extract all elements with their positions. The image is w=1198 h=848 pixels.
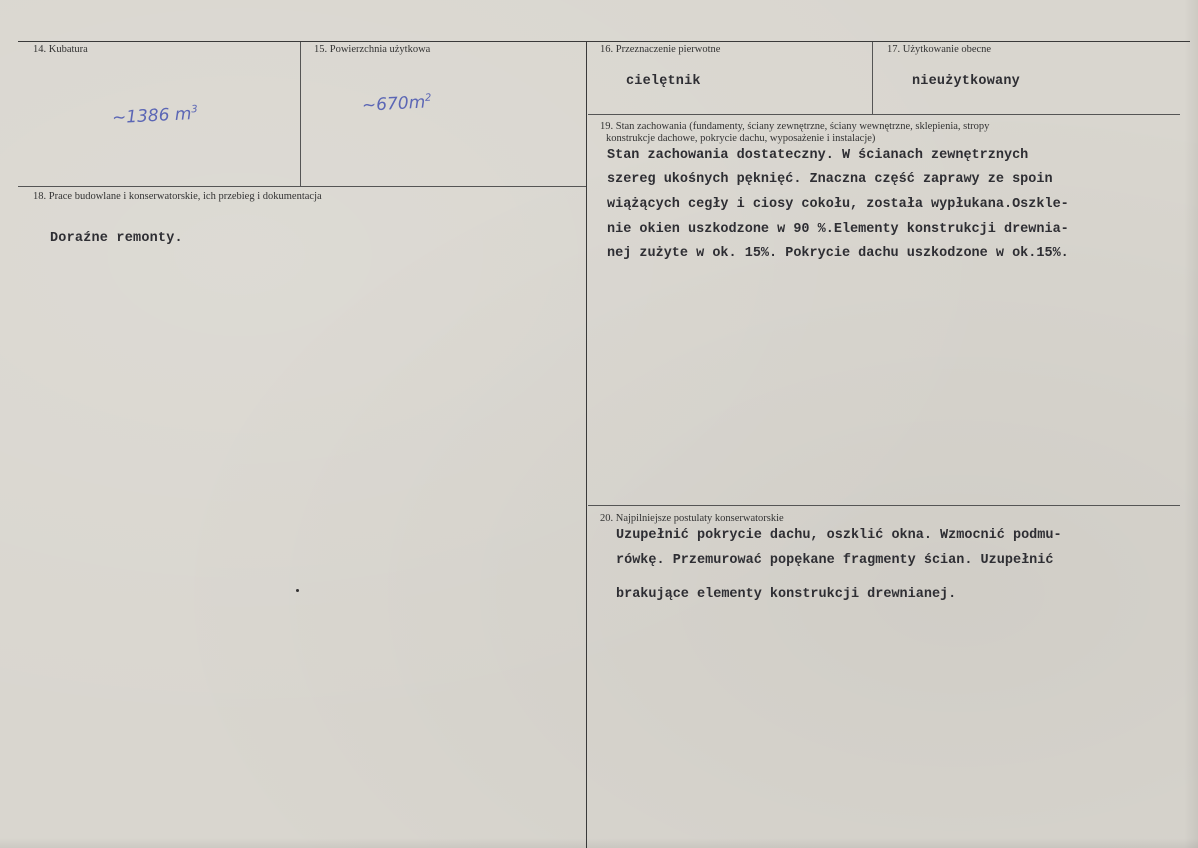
field-19-text xyxy=(607,148,1177,298)
paper-edge-shadow-right xyxy=(1184,0,1198,848)
field-19-line: szereg ukośnych pęknięć. Znaczna część zaprawy ze spoin xyxy=(607,172,1053,187)
field-15-unit: m xyxy=(408,92,426,114)
top-border xyxy=(18,41,1190,42)
field-19-line: Stan zachowania dostateczny. W ścianach zewnętrznych xyxy=(607,148,1029,163)
field-19-line: wiążących cegły i ciosy cokołu, została wypłukana.Oszkle- xyxy=(607,197,1069,212)
field-14-number: ~1386 xyxy=(111,105,171,129)
field-14-handwritten-value xyxy=(112,104,199,128)
field-16-label: 16. Przeznaczenie pierwotne xyxy=(600,44,721,55)
field-20-line: Uzupełnić pokrycie dachu, oszklić okna. Wzmocnić podmu- xyxy=(616,528,1062,543)
stray-mark xyxy=(296,589,299,592)
field-20-text xyxy=(616,528,1176,618)
divider-row-16-19 xyxy=(588,114,1180,115)
field-14-unit: m xyxy=(174,104,192,125)
field-19-label-line1: 19. Stan zachowania (fundamenty, ściany zewnętrzne, ściany wewnętrzne, sklepienia, stropy xyxy=(600,121,990,132)
field-14-unit-sup: 3 xyxy=(190,104,198,116)
divider-row-19-20 xyxy=(588,505,1180,506)
field-17-value: nieużytkowany xyxy=(912,74,1020,89)
field-19-line: nie okien uszkodzone w 90 %.Elementy konstrukcji drewnia- xyxy=(607,222,1069,237)
field-19-line: nej zużyte w ok. 15%. Pokrycie dachu uszkodzone w ok.15%. xyxy=(607,246,1069,261)
field-20-line: rówkę. Przemurować popękane fragmenty ścian. Uzupełnić xyxy=(616,553,1054,568)
divider-row-14-18 xyxy=(18,186,586,187)
field-20-label: 20. Najpilniejsze postulaty konserwatorskie xyxy=(600,513,784,524)
field-16-value: cielętnik xyxy=(626,74,701,89)
divider-16-17 xyxy=(872,42,873,114)
paper-edge-shadow-bottom xyxy=(0,838,1198,848)
field-14-label: 14. Kubatura xyxy=(33,44,88,55)
center-divider xyxy=(586,42,587,848)
field-18-label: 18. Prace budowlane i konserwatorskie, ich przebieg i dokumentacja xyxy=(33,191,322,202)
field-17-label: 17. Użytkowanie obecne xyxy=(887,44,992,55)
field-19-label-line2: konstrukcje dachowe, pokrycie dachu, wyposażenie i instalacje) xyxy=(606,133,876,144)
field-15-label: 15. Powierzchnia użytkowa xyxy=(314,44,431,55)
field-15-handwritten-value xyxy=(362,92,433,116)
field-15-number: ~670 xyxy=(361,93,410,116)
divider-14-15 xyxy=(300,42,301,186)
field-20-line: brakujące elementy konstrukcji drewnianej. xyxy=(616,587,957,602)
field-15-unit-sup: 2 xyxy=(424,92,432,104)
field-18-value: Doraźne remonty. xyxy=(50,231,183,246)
